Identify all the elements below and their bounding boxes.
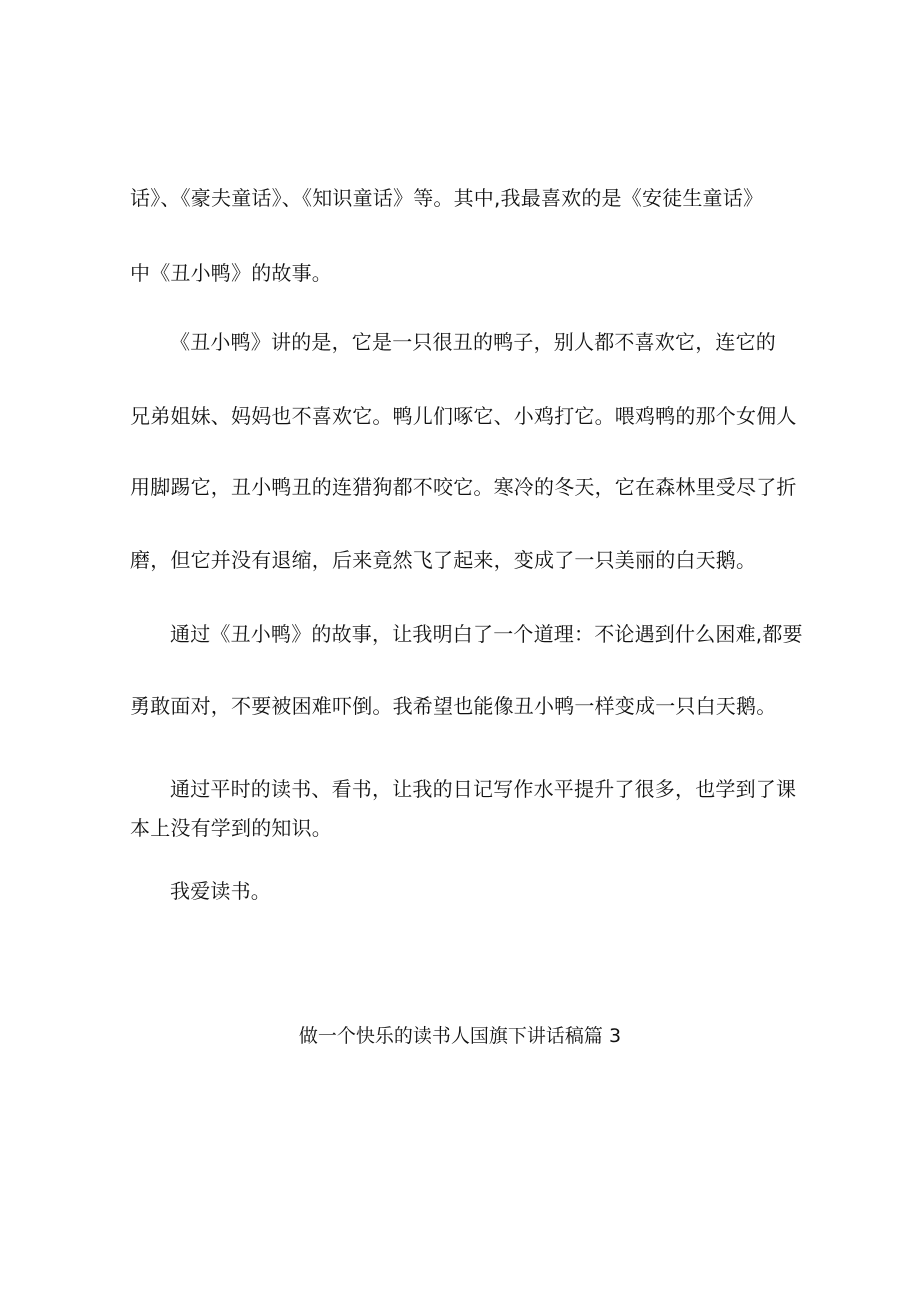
section-heading: 做一个快乐的读书人国旗下讲话稿篇 3 [298,1025,622,1047]
paragraph-3-line-1: 通过《丑小鸭》的故事，让我明白了一个道理：不论遇到什么困难,都要 [170,622,803,646]
paragraph-2-line-3: 用脚踢它，丑小鸭丑的连猎狗都不咬它。寒冷的冬天，它在森林里受尽了折 [130,475,797,499]
paragraph-1-line-1: 话》、《豪夫童话》、《知识童话》等。其中,我最喜欢的是《安徒生童话》 [130,186,764,210]
paragraph-1-line-2: 中《丑小鸭》的故事。 [130,261,332,285]
paragraph-2-line-1: 《丑小鸭》讲的是，它是一只很丑的鸭子，别人都不喜欢它，连它的 [170,330,776,354]
paragraph-2-line-4: 磨，但它并没有退缩，后来竟然飞了起来，变成了一只美丽的白天鹅。 [130,548,757,572]
paragraph-4-line-2: 本上没有学到的知识。 [130,816,332,840]
paragraph-5-line-1: 我爱读书。 [170,879,271,903]
paragraph-2-line-2: 兄弟姐妹、妈妈也不喜欢它。鸭儿们啄它、小鸡打它。喂鸡鸭的那个女佣人 [130,404,797,428]
paragraph-4-line-1: 通过平时的读书、看书，让我的日记写作水平提升了很多，也学到了课 [170,777,797,801]
paragraph-3-line-2: 勇敢面对，不要被困难吓倒。我希望也能像丑小鸭一样变成一只白天鹅。 [130,694,777,718]
